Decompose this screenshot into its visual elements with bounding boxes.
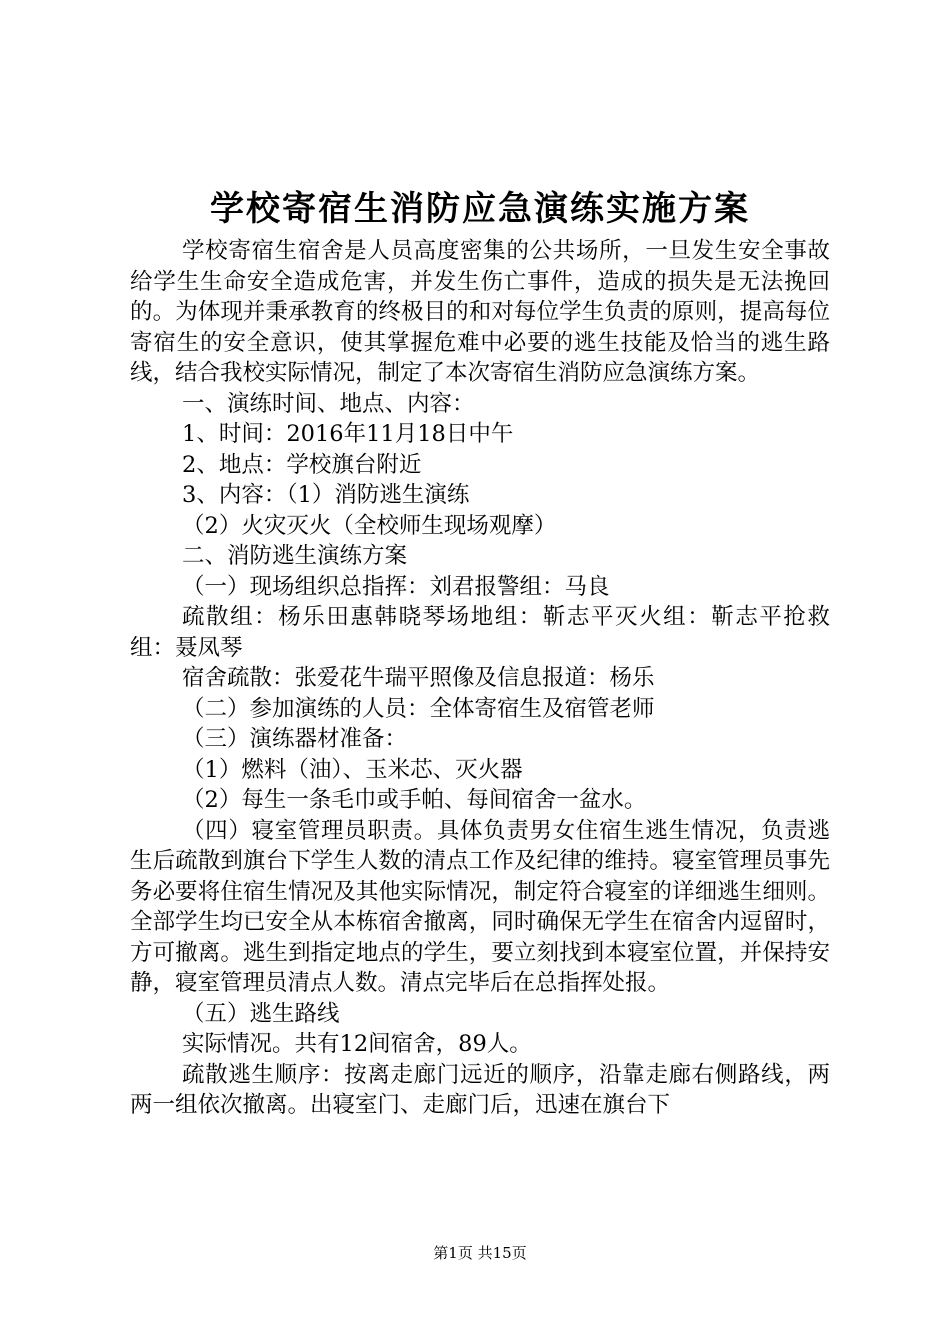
page-footer: 第1页 共15页 (433, 1244, 527, 1262)
drill-location: 2、地点：学校旗台附近 (182, 451, 422, 478)
equipment-item-2: （2）每生一条毛巾或手帕、每间宿舍一盆水。 (182, 787, 647, 813)
section-heading-2: 二、消防逃生演练方案 (182, 543, 408, 569)
evacuation-order: 疏散逃生顺序：按离走廊门远近的顺序，沿靠走廊右侧路线，两两一组依次撤离。出寝室门、走廊门后，迅速在旗台下 (130, 1061, 830, 1118)
drill-time: 1、时间：2016年11月18日中午 (182, 421, 514, 447)
groups-line: 疏散组：杨乐田惠韩晓琴场地组：靳志平灭火组：靳志平抢救组：聂凤琴 (130, 604, 830, 661)
equipment-item-1: （1）燃料（油）、玉米芯、灭火器 (182, 756, 523, 783)
dorm-evacuation-line: 宿舍疏散：张爱花牛瑞平照像及信息报道：杨乐 (182, 665, 655, 691)
document-title: 学校寄宿生消防应急演练实施方案 (210, 189, 750, 229)
document-body (130, 236, 830, 1121)
drill-content-2: （2）火灾灭火（全校师生现场观摩） (182, 512, 557, 539)
equipment-heading: （三）演练器材准备： (182, 726, 408, 752)
escape-route-heading: （五）逃生路线 (182, 1000, 340, 1027)
dorm-manager-duties: （四）寝室管理员职责。具体负责男女住宿生逃生情况，负责逃生后疏散到旗台下学生人数的清点工作及纪律的维持。寝室管理员事先务必要将住宿生情况及其他实际情况，制定符合寝室的详细逃生细则。全部学生均已安全从本栋宿舍撤离，同时确保无学生在宿舍内逗留时，方可撤离。逃生到指定地点的学生，要立刻找到本寝室位置，并保持安静，寝室管理员清点人数。清点完毕后在总指挥处报。 (130, 817, 830, 996)
drill-content: 3、内容：（1）消防逃生演练 (182, 482, 470, 508)
participants-line: （二）参加演练的人员：全体寄宿生及宿管老师 (182, 695, 655, 722)
actual-situation: 实际情况。共有12间宿舍，89人。 (182, 1031, 532, 1057)
intro-paragraph: 学校寄宿生宿舍是人员高度密集的公共场所，一旦发生安全事故给学生生命安全造成危害，并发生伤亡事件，造成的损失是无法挽回的。为体现并秉承教育的终极目的和对每位学生负责的原则，提高每位寄宿生的安全意识，使其掌握危难中必要的逃生技能及恰当的逃生路线，结合我校实际情况，制定了本次寄宿生消防应急演练方案。 (130, 238, 830, 386)
organization-line: （一）现场组织总指挥：刘君报警组：马良 (182, 573, 610, 600)
section-heading-1: 一、演练时间、地点、内容： (182, 390, 475, 417)
